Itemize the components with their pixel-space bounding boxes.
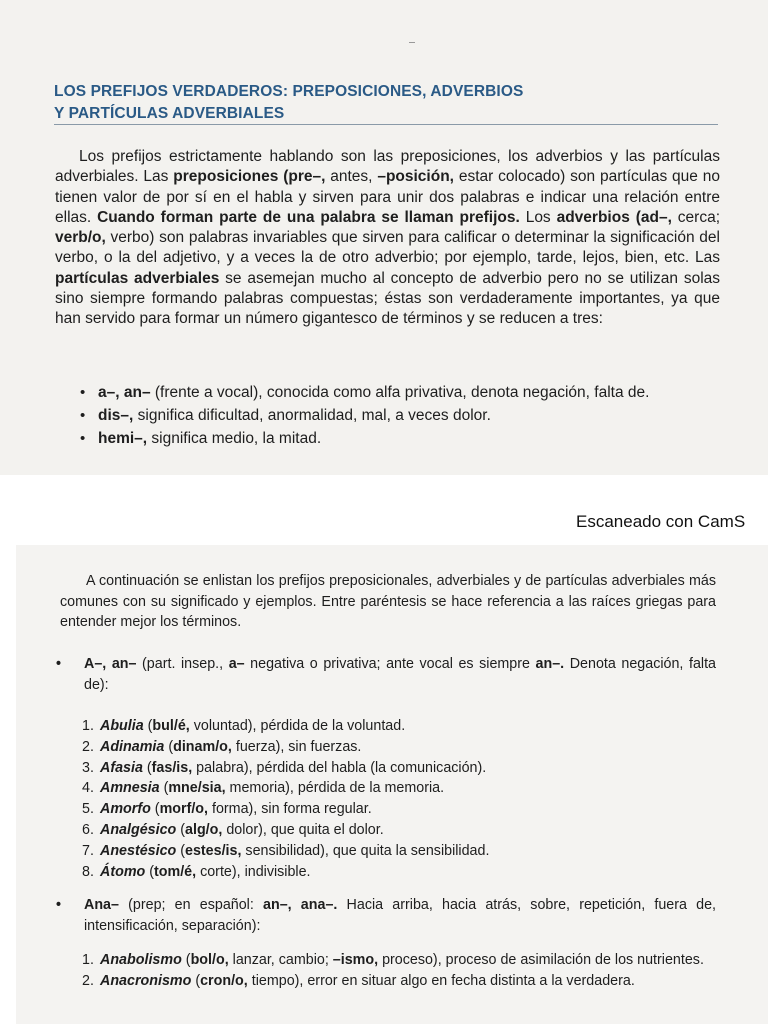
prefix-heading [56, 654, 716, 695]
list-item [56, 971, 716, 992]
text-run: verbo) son palabras invariables que sirven para calificar o determinar la significación del verbo, o la del adjetivo, y a veces la de otro adverbio; por ejemplo, tarde, lejos, bien, etc. Las [55, 229, 720, 267]
list-item [80, 381, 720, 404]
root-bold: fas/is, [151, 759, 193, 776]
term-bold: A–, an– [84, 656, 137, 672]
example-word: Abulia [100, 718, 144, 734]
item-number: 6. [82, 821, 94, 838]
root-bold: estes/is, [185, 842, 242, 859]
text-run: memoria), pérdida de la memoria. [225, 780, 445, 797]
text-run: Los [519, 208, 557, 226]
example-word: Amnesia [100, 780, 160, 797]
term-bold: a– [228, 656, 245, 672]
term-bold: preposiciones (pre–, [173, 168, 326, 186]
root-bold: mne/sia, [168, 780, 226, 797]
item-number: 5. [82, 801, 94, 818]
text-run: Denota negación, falta de): [84, 656, 717, 693]
root-bold: cron/o, [200, 972, 248, 989]
item-number: 2. [82, 972, 94, 989]
text-run: dolor), que quita el dolor. [222, 821, 384, 838]
text-run: sensibilidad), que quita la sensibilidad. [241, 842, 490, 859]
title-line-1: LOS PREFIJOS VERDADEROS: PREPOSICIONES, ADVERBIOS [54, 83, 524, 100]
text-run: ( [176, 842, 186, 859]
text-run: se asemejan mucho al concepto de adverbio pero no se utilizan solas sino siempre formando palabras compuestas; éstas son verdaderamente importantes, ya que han servido para formar un número gigantesco de términos y se reducen a tres: [55, 269, 721, 328]
item-number: 3. [82, 759, 94, 776]
text-run: voluntad), pérdida de la voluntad. [189, 718, 406, 734]
list-item [56, 862, 716, 883]
text-run: Hacia arriba, hacia atrás, sobre, repetición, fuera de, intensificación, separación): [84, 897, 717, 934]
example-word: Anacronismo [100, 972, 192, 989]
list-item [56, 950, 716, 971]
text-run: ( [164, 738, 174, 755]
list-item [80, 404, 720, 427]
text-run: fuerza), sin fuerzas. [231, 738, 362, 755]
text-run: estar colocado) son partículas que no tienen valor de por sí en el habla y sirven para unir dos palabras e indicar una relación entre ellas. [55, 168, 721, 226]
item-number: 8. [82, 863, 94, 880]
term-bold: verb/o, [55, 229, 106, 247]
text-run: forma), sin forma regular. [208, 801, 372, 818]
text-run: Los prefijos estrictamente hablando son las preposiciones, los adverbios y las partículas adverbiales. Las [55, 148, 720, 186]
item-number: 1. [82, 718, 94, 734]
body-paragraph [55, 147, 720, 330]
root-bold: alg/o, [185, 821, 223, 838]
paragraph: A continuación se enlistan los prefijos preposicionales, adverbiales y de partículas adverbiales más comunes con su significado y ejemplos. Entre paréntesis se hace referencia a las raíces griegas para entender mejor los términos. [60, 573, 716, 630]
list-item [56, 799, 716, 820]
list-item [56, 737, 716, 758]
term-bold: Ana– [84, 897, 119, 913]
page-gap [0, 475, 768, 545]
list-item [56, 778, 716, 799]
root-bold: bol/o, [190, 952, 229, 968]
title-underline [54, 124, 718, 125]
root-bold: dinam/o, [173, 738, 232, 755]
term-bold: a–, an– [98, 384, 151, 401]
root-bold: morf/o, [159, 801, 209, 818]
text-run: (frente a vocal), conocida como alfa privativa, denota negación, falta de. [150, 384, 650, 401]
example-list [56, 950, 716, 992]
text-run: (prep; en español: [118, 897, 264, 913]
text-run: ( [150, 801, 160, 818]
example-word: Analgésico [100, 821, 177, 838]
text-run: corte), indivisible. [196, 863, 311, 880]
example-word: Afasia [100, 759, 143, 776]
term-bold: adverbios (ad–, [556, 208, 672, 226]
text-run: cerca; [671, 208, 720, 226]
prefix-section-ana [56, 895, 716, 992]
item-number: 1. [82, 952, 94, 968]
list-item [56, 820, 716, 841]
list-item [80, 427, 720, 450]
example-list [56, 716, 716, 882]
item-number: 4. [82, 780, 94, 797]
example-word: Amorfo [100, 801, 151, 818]
list-item [56, 841, 716, 862]
term-bold: an–. [535, 656, 565, 672]
title-line-2: Y PARTÍCULAS ADVERBIALES [54, 105, 285, 122]
list-item [56, 758, 716, 779]
text-run: ( [145, 863, 154, 880]
scanned-page-top [0, 0, 768, 475]
section-title [54, 81, 694, 125]
paragraph [55, 147, 720, 330]
text-run: ( [176, 821, 186, 838]
text-run: significa dificultad, anormalidad, mal, a veces dolor. [133, 407, 491, 424]
particle-list [80, 381, 720, 450]
text-run: significa medio, la mitad. [147, 430, 322, 447]
item-number: 2. [82, 738, 94, 755]
prefix-heading [56, 895, 716, 936]
term-bold: Cuando forman parte de una palabra se llaman prefijos. [97, 208, 520, 226]
term-bold: dis–, [98, 407, 134, 424]
term-bold: partículas adverbiales [55, 269, 220, 287]
example-word: Átomo [100, 863, 146, 880]
example-word: Anabolismo [100, 952, 182, 968]
intro-paragraph [60, 571, 716, 633]
item-number: 7. [82, 842, 94, 859]
text-run: ( [191, 972, 201, 989]
text-run: (part. insep., [136, 656, 229, 672]
term-bold: hemi–, [98, 430, 148, 447]
root-bold: tom/é, [154, 863, 197, 880]
root-bold: –ismo, [332, 952, 379, 968]
example-word: Adinamia [100, 738, 165, 755]
text-run: proceso), proceso de asimilación de los nutrientes. [378, 952, 704, 968]
example-word: Anestésico [100, 842, 177, 859]
text-run: tiempo), error en situar algo en fecha distinta a la verdadera. [247, 972, 635, 989]
text-run: palabra), pérdida del habla (la comunicación). [192, 759, 487, 776]
text-run: ( [159, 780, 169, 797]
prefix-section-a [56, 654, 716, 882]
term-bold: –posición, [377, 168, 454, 186]
scanned-page-bottom [16, 545, 768, 1024]
list-item [56, 716, 716, 737]
text-run: ( [181, 952, 191, 968]
text-run: ( [143, 718, 153, 734]
text-run: antes, [325, 168, 378, 186]
scan-artifact [409, 42, 415, 43]
text-run: lanzar, cambio; [228, 952, 333, 968]
root-bold: bul/é, [152, 718, 190, 734]
scanner-watermark: Escaneado con CamS [576, 512, 746, 531]
text-run: ( [142, 759, 152, 776]
term-bold: an–, ana–. [263, 897, 338, 913]
text-run: negativa o privativa; ante vocal es siempre [244, 656, 536, 672]
